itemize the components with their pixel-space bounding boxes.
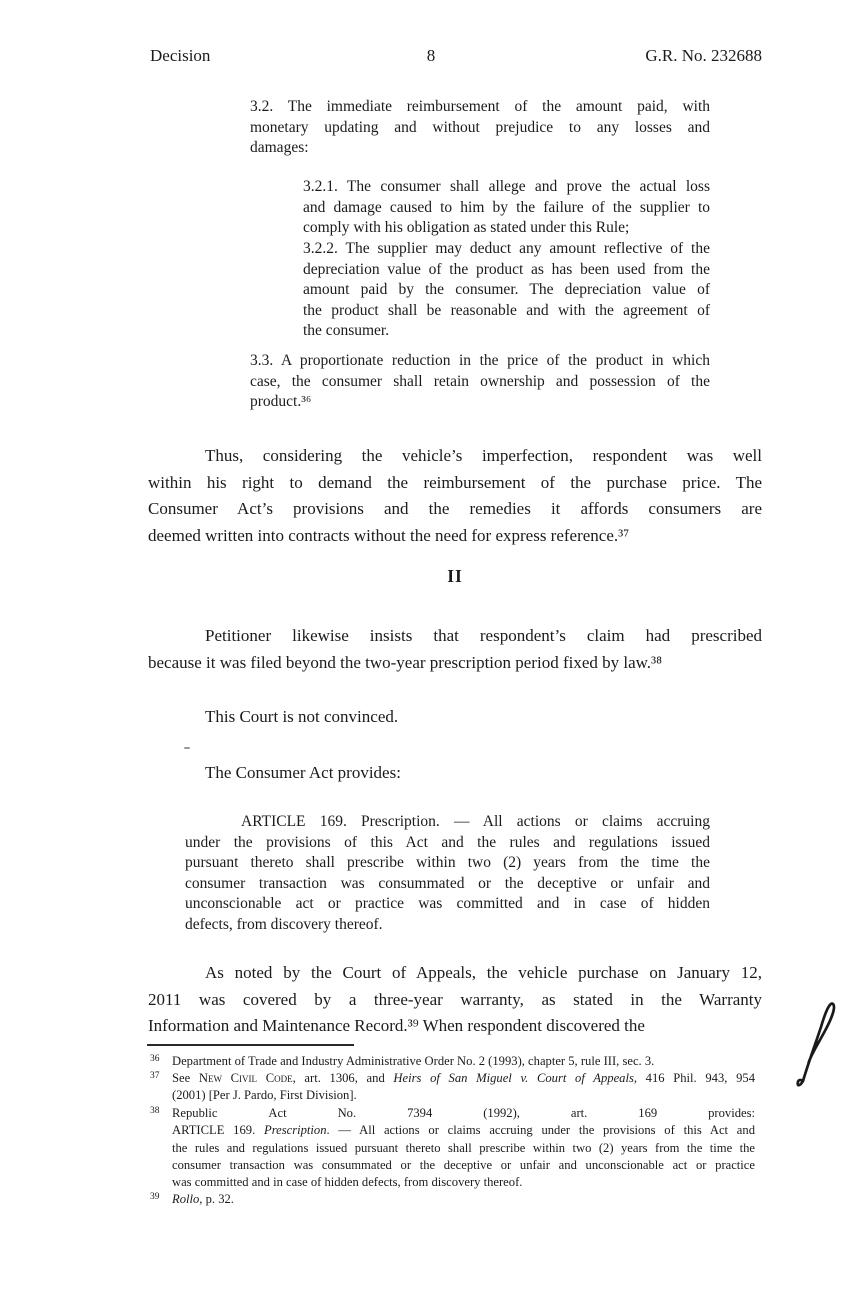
- page-header: [148, 46, 762, 68]
- header-doc-type: Decision: [150, 46, 211, 65]
- scan-artifact-dot: [184, 747, 190, 749]
- section-heading-ii: II: [447, 566, 463, 586]
- paragraph-consumer-act-provides: The Consumer Act provides:: [205, 763, 401, 782]
- footnote-38-text: Republic Act No. 7394 (1992), art. 169 provides: ARTICLE 169. Prescription. — All actions or claims accruing under the provisions of this Act and the rules and regulations issued pursuant thereto shall prescribe within two (2) years from the time the consumer transaction was consummated or the deceptive or unfair and unconscionable act or practice was committed and in case of hidden defects, from discovery thereof.: [172, 1106, 755, 1190]
- footnote-38: [148, 1105, 762, 1191]
- header-case-number: G.R. No. 232688: [645, 46, 762, 65]
- blockquote-3-2-1: 3.2.1. The consumer shall allege and prove the actual loss and damage caused to him by the failure of the supplier to comply with his obligation as stated under this Rule;: [303, 178, 710, 237]
- footnote-36-number: 36: [150, 1054, 160, 1064]
- header-page-number: 8: [426, 46, 436, 65]
- blockquote-3-3: 3.3. A proportionate reduction in the price of the product in which case, the consumer shall retain ownership and possession of the product.³⁶: [250, 352, 710, 411]
- footnote-39: [148, 1191, 762, 1208]
- paragraph-thus: Thus, considering the vehicle’s imperfection, respondent was well within his right to demand the reimbursement of the purchase price. The Consumer Act’s provisions and the remedies it affords consumers are deemed written into contracts without the need for express reference.³⁷: [148, 446, 762, 545]
- footnote-37: [148, 1070, 762, 1105]
- paragraph-petitioner: Petitioner likewise insists that respondent’s claim had prescribed because it was filed beyond the two-year prescription period fixed by law.³⁸: [148, 626, 762, 672]
- paragraph-not-convinced: This Court is not convinced.: [205, 707, 399, 726]
- footnote-36-text: Department of Trade and Industry Administrative Order No. 2 (1993), chapter 5, rule III, sec. 3.: [172, 1054, 655, 1068]
- footnote-37-number: 37: [150, 1071, 160, 1081]
- footnote-39-number: 39: [150, 1192, 160, 1202]
- footnote-37-text: See New Civil Code, art. 1306, and Heirs of San Miguel v. Court of Appeals, 416 Phil. 943, 954 (2001) [Per J. Pardo, First Division].: [172, 1071, 755, 1103]
- paragraph-as-noted: As noted by the Court of Appeals, the vehicle purchase on January 12, 2011 was covered by a three-year warranty, as stated in the Warranty Information and Maintenance Record.³⁹ When respondent discovered the: [148, 963, 762, 1035]
- footnote-separator: [147, 1044, 354, 1046]
- handwritten-mark: [786, 992, 836, 1088]
- footnote-38-number: 38: [150, 1106, 160, 1116]
- blockquote-3-2-2: 3.2.2. The supplier may deduct any amount reflective of the depreciation value of the product as has been used from the amount paid by the consumer. The depreciation value of the product shall be reasonable and with the agreement of the consumer.: [303, 240, 710, 340]
- blockquote-3-2: 3.2. The immediate reimbursement of the amount paid, with monetary updating and without prejudice to any losses and damages:: [250, 98, 710, 157]
- footnote-39-text: Rollo, p. 32.: [172, 1192, 234, 1206]
- footnote-36: [148, 1053, 762, 1070]
- blockquote-article-169: ARTICLE 169. Prescription. — All actions or claims accruing under the provisions of this Act and the rules and regulations issued pursuant thereto shall prescribe within two (2) years from the time the consumer transaction was consummated or the deceptive or unfair and unconscionable act or practice was committed and in case of hidden defects, from discovery thereof.: [185, 813, 710, 933]
